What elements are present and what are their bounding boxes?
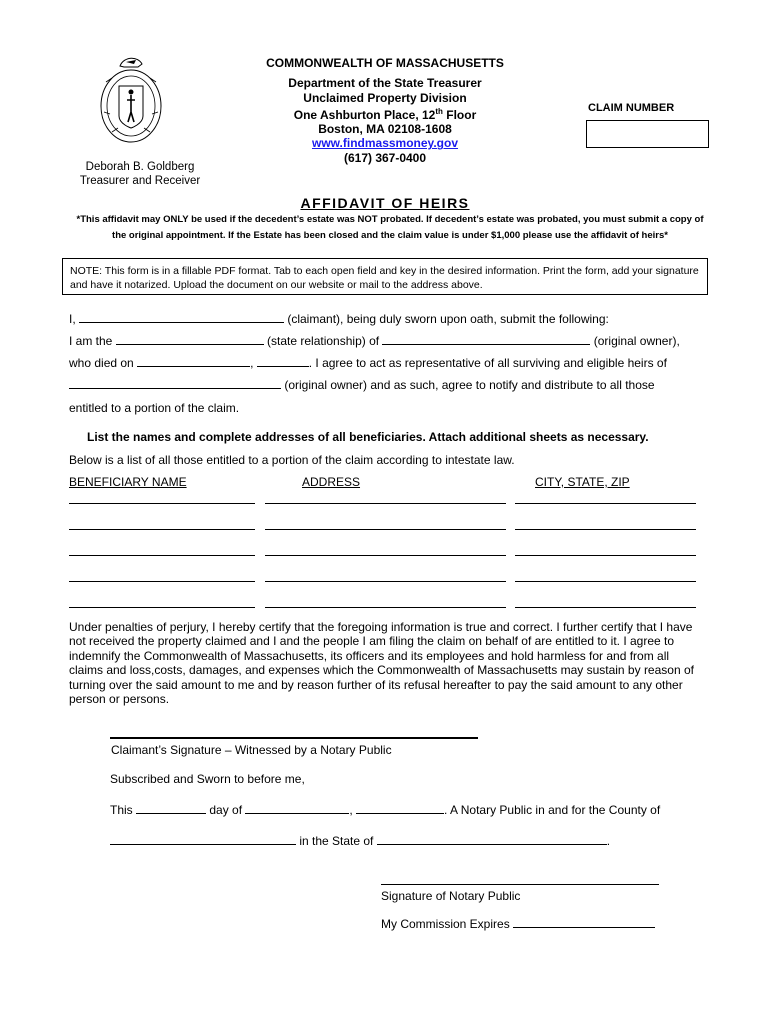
probate-warning: *This affidavit may ONLY be used if the decedent’s estate was NOT probated. If decedent’s estate was probated, you must submit a copy of the original appointment. If the Estate has been closed and the claim value is under $1,000 please use the affidavit of heirs* [76,214,704,241]
commission-line: My Commission Expires [381,917,655,931]
perjury-statement: Under penalties of perjury, I hereby certify that the foregoing information is true and correct. I further certify that I have not received the property claimed and I and the people I am filing the claim on behalf of are entitled to it. I agree to indemnify the Commonwealth of Massachusetts, its officers and its employees and hold harmless for and from all claims and loss,costs, damages, and expenses which the Commonwealth of Massachusetts may sustain by reason of turning over the said amount to me and by reason further of its refusal hereafter to pay the said amount to any other person or persons. [69,620,694,707]
claimant-name-field[interactable] [79,312,284,323]
treasurer-title: Treasurer and Receiver [79,175,201,187]
claimant-signature-line[interactable] [110,737,478,739]
beneficiary-city-state-zip-field[interactable] [515,607,696,608]
city-address: Boston, MA 02108-1608 [318,122,452,137]
death-date-field[interactable] [137,356,250,367]
commission-expires-field[interactable] [513,917,655,928]
state-heading: COMMONWEALTH OF MASSACHUSETTS [266,56,504,70]
death-date-line: who died on , . I agree to act as representative of all surviving and eligible heirs of [69,356,667,370]
beneficiary-address-field[interactable] [265,607,506,608]
beneficiaries-heading: List the names and complete addresses of all beneficiaries. Attach additional sheets as necessary. [87,430,649,444]
beneficiary-name-field[interactable] [69,581,255,582]
month-field[interactable] [245,803,349,814]
treasurer-name: Deborah B. Goldberg [85,161,195,173]
county-field[interactable] [110,834,296,845]
state-field[interactable] [377,834,607,845]
beneficiary-city-state-zip-field[interactable] [515,529,696,530]
claim-number-label: CLAIM NUMBER [588,102,675,114]
website-link[interactable]: www.findmassmoney.gov [311,136,459,151]
column-address: ADDRESS [302,475,361,489]
notary-signature-line[interactable] [381,884,659,885]
street-address: One Ashburton Place, 12th Floor [293,106,477,122]
entitled-line: entitled to a portion of the claim. [69,401,240,415]
column-beneficiary-name: BENEFICIARY NAME [69,475,187,489]
beneficiary-address-field[interactable] [265,529,506,530]
owner-line: (original owner) and as such, agree to notify and distribute to all those [69,378,655,392]
beneficiary-city-state-zip-field[interactable] [515,581,696,582]
year-field[interactable] [356,803,444,814]
death-year-field[interactable] [257,356,309,367]
beneficiary-address-field[interactable] [265,503,506,504]
owner-name-field[interactable] [69,378,281,389]
phone-number: (617) 367-0400 [343,150,427,165]
relationship-line: I am the (state relationship) of (original owner), [69,334,680,348]
page-title: AFFIDAVIT OF HEIRS [300,195,470,211]
notary-signature-caption: Signature of Notary Public [381,889,521,903]
claimant-line: I, (claimant), being duly sworn upon oath, submit the following: [69,312,609,326]
column-city-state-zip: CITY, STATE, ZIP [535,475,630,489]
beneficiary-name-field[interactable] [69,529,255,530]
beneficiary-name-field[interactable] [69,503,255,504]
department-name: Department of the State Treasurer [288,76,482,91]
notary-date-line: This day of , . A Notary Public in and for the County of [110,803,661,817]
division-name: Unclaimed Property Division [303,90,467,105]
claim-number-field[interactable] [586,120,709,148]
relationship-field[interactable] [116,334,264,345]
beneficiary-address-field[interactable] [265,581,506,582]
beneficiary-address-field[interactable] [265,555,506,556]
fillable-note: NOTE: This form is in a fillable PDF format. Tab to each open field and key in the desired information. Print the form, add your signature and have it notarized. Upload the document on our website or mail to the address above. [62,258,708,295]
beneficiary-city-state-zip-field[interactable] [515,503,696,504]
day-field[interactable] [136,803,206,814]
massachusetts-seal-icon [98,52,164,144]
county-state-line: in the State of . [110,834,610,848]
beneficiary-name-field[interactable] [69,555,255,556]
beneficiary-name-field[interactable] [69,607,255,608]
subscribed-text: Subscribed and Sworn to before me, [110,772,305,786]
claimant-signature-caption: Claimant’s Signature – Witnessed by a Notary Public [111,743,392,757]
original-owner-field[interactable] [382,334,590,345]
beneficiaries-intro: Below is a list of all those entitled to a portion of the claim according to intestate law. [69,453,515,467]
beneficiary-city-state-zip-field[interactable] [515,555,696,556]
